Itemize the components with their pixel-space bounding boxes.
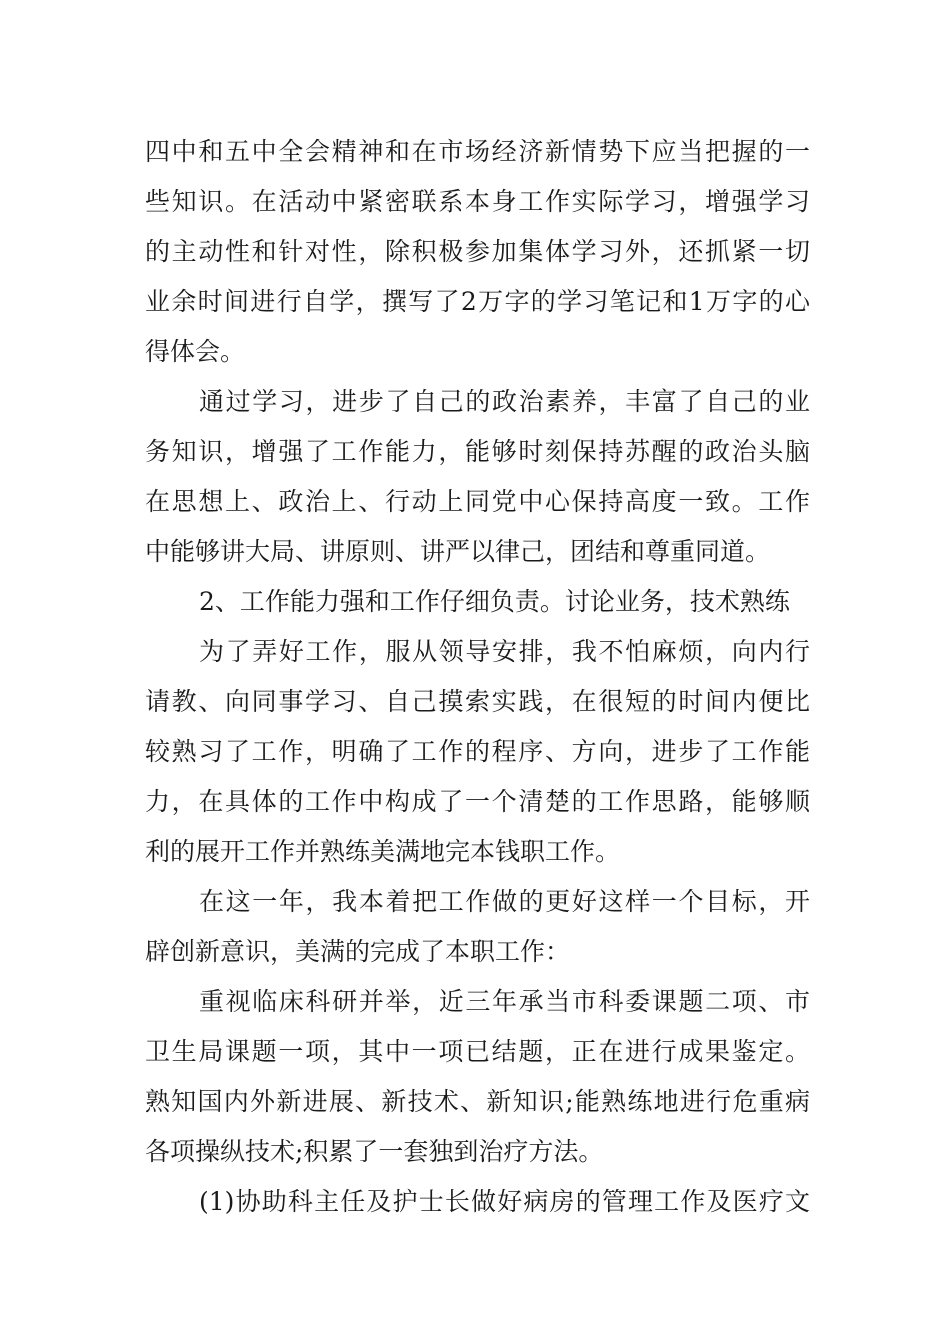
text-line: 卫生局课题一项，其中一项已结题，正在进行成果鉴定。 (145, 1037, 810, 1066)
text-line: 力，在具体的工作中构成了一个清楚的工作思路，能够顺 (145, 787, 810, 816)
text-line: 利的展开工作并熟练美满地完本钱职工作。 (145, 837, 621, 866)
text-line: 在思想上、政治上、行动上同党中心保持高度一致。工作 (145, 487, 810, 516)
paragraph-research (145, 977, 810, 1177)
text-line: 2、工作能力强和工作仔细负责。讨论业务，技术熟练 (199, 587, 790, 616)
text-line: 较熟习了工作，明确了工作的程序、方向，进步了工作能 (145, 737, 810, 766)
text-line: 得体会。 (145, 337, 246, 366)
text-line: 业余时间进行自学，撰写了2万字的学习笔记和1万字的心 (145, 287, 810, 316)
paragraph-study-notes (145, 127, 810, 377)
text-line: 中能够讲大局、讲原则、讲严以律己，团结和尊重同道。 (145, 537, 771, 566)
text-line: 熟知国内外新进展、新技术、新知识;能熟练地进行危重病 (145, 1087, 810, 1116)
text-line: 务知识，增强了工作能力，能够时刻保持苏醒的政治头脑 (145, 437, 810, 466)
text-line: 的主动性和针对性，除积极参加集体学习外，还抓紧一切 (145, 237, 810, 266)
text-line: 些知识。在活动中紧密联系本身工作实际学习，增强学习 (145, 187, 810, 216)
text-line: 请教、向同事学习、自己摸索实践，在很短的时间内便比 (145, 687, 810, 716)
text-line: 为了弄好工作，服从领导安排，我不怕麻烦，向内行 (199, 637, 810, 666)
document-body (145, 127, 810, 1227)
text-line: 重视临床科研并举，近三年承当市科委课题二项、市 (199, 987, 810, 1016)
text-line: 四中和五中全会精神和在市场经济新情势下应当把握的一 (145, 137, 810, 166)
paragraph-political-quality (145, 377, 810, 577)
text-line: 通过学习，进步了自己的政治素养，丰富了自己的业 (199, 387, 810, 416)
text-line: 各项操纵技术;积累了一套独到治疗方法。 (145, 1137, 604, 1166)
paragraph-item-1 (145, 1177, 810, 1227)
paragraph-section-heading-2 (145, 577, 810, 627)
paragraph-this-year (145, 877, 810, 977)
text-line: (1)协助科主任及护士长做好病房的管理工作及医疗文 (199, 1187, 810, 1216)
text-line: 辟创新意识，美满的完成了本职工作： (145, 937, 571, 966)
text-line: 在这一年，我本着把工作做的更好这样一个目标，开 (199, 887, 810, 916)
paragraph-work-ability (145, 627, 810, 877)
